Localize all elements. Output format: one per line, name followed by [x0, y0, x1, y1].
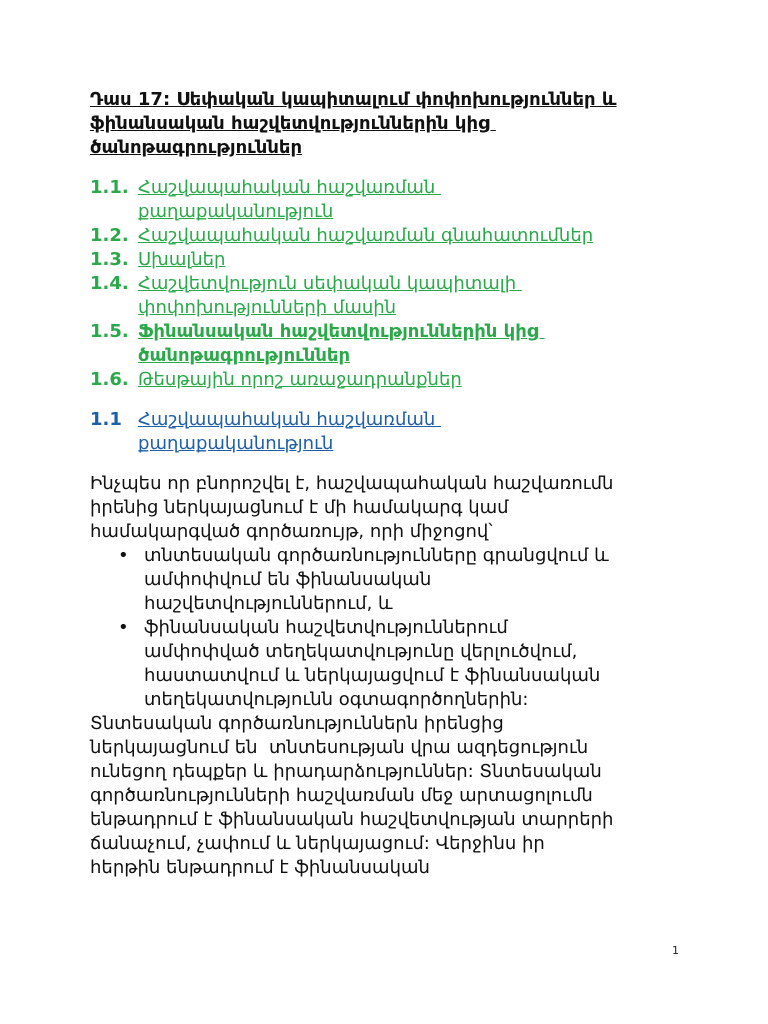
- toc-item[interactable]: [90, 176, 690, 224]
- toc-link[interactable]: Ֆինանսական հաշվետվություններին կից ծանոթագրություններ: [138, 321, 539, 366]
- toc-number: 1.2.: [90, 225, 129, 246]
- intro-paragraph: Ինչպես որ բնորոշվել է, հաշվապահական հաշվառումն իրենից ներկայացնում է մի համակարգ կամ համակարգված գործառույթ, որի միջոցով՝: [90, 473, 614, 542]
- toc-link[interactable]: Սխալներ: [138, 249, 226, 270]
- toc-item[interactable]: [90, 272, 690, 320]
- section-title[interactable]: Հաշվապահական հաշվառման քաղաքականություն: [138, 409, 436, 454]
- table-of-contents: [90, 176, 690, 392]
- section-number: 1.1: [90, 409, 122, 430]
- toc-number: 1.1.: [90, 177, 129, 198]
- bullet-text: ֆինանսական հաշվետվություններում ամփոփված տեղեկատվությունը վերլուծվում, հաստատվում և ներկայացվում է ֆինանսական տեղեկատվությունն օգտագործողներին:: [144, 617, 601, 710]
- toc-number: 1.3.: [90, 249, 129, 270]
- page-title: Դաս 17: Սեփական կապիտալում փոփոխություններ և ֆինանսական հաշվետվություններին կից ծանոթագրություններ: [90, 89, 617, 158]
- section-heading: [90, 408, 690, 456]
- toc-link[interactable]: Թեսթային որոշ առաջադրանքներ: [138, 369, 462, 390]
- body-paragraph: Տնտեսական գործառնություններն իրենցից ներկայացնում են տնտեսության վրա ազդեցություն ունեցող դեպքեր և իրադարձություններ: Տնտեսական գործառնությունների հաշվառման մեջ արտացոլումն ենթադրում է ֆինանսական հաշվետվության տարրերի ճանաչում, չափում և ներկայացում: Վերջինս իր հերթին ենթադրում է ֆինանսական: [90, 713, 614, 878]
- toc-link[interactable]: Հաշվետվություն սեփական կապիտալի փոփոխությունների մասին: [138, 273, 517, 318]
- toc-item[interactable]: [90, 320, 690, 368]
- toc-number: 1.6.: [90, 369, 129, 390]
- bullet-text: տնտեսական գործառնությունները գրանցվում և ամփոփվում են ֆինանսական հաշվետվություններում, և: [144, 545, 609, 614]
- bullet-list: [90, 544, 690, 712]
- toc-number: 1.4.: [90, 273, 129, 294]
- toc-link[interactable]: Հաշվապահական հաշվառման գնահատումներ: [138, 225, 594, 246]
- bullet-icon: •: [118, 545, 129, 566]
- toc-item[interactable]: [90, 224, 690, 248]
- list-item: [90, 616, 690, 712]
- list-item: [90, 544, 690, 616]
- bullet-icon: •: [118, 617, 129, 638]
- toc-number: 1.5.: [90, 321, 129, 342]
- toc-link[interactable]: Հաշվապահական հաշվառման քաղաքականություն: [138, 177, 436, 222]
- toc-item[interactable]: [90, 248, 690, 272]
- toc-item[interactable]: [90, 368, 690, 392]
- document-page: [90, 88, 690, 880]
- page-number: 1: [672, 944, 679, 957]
